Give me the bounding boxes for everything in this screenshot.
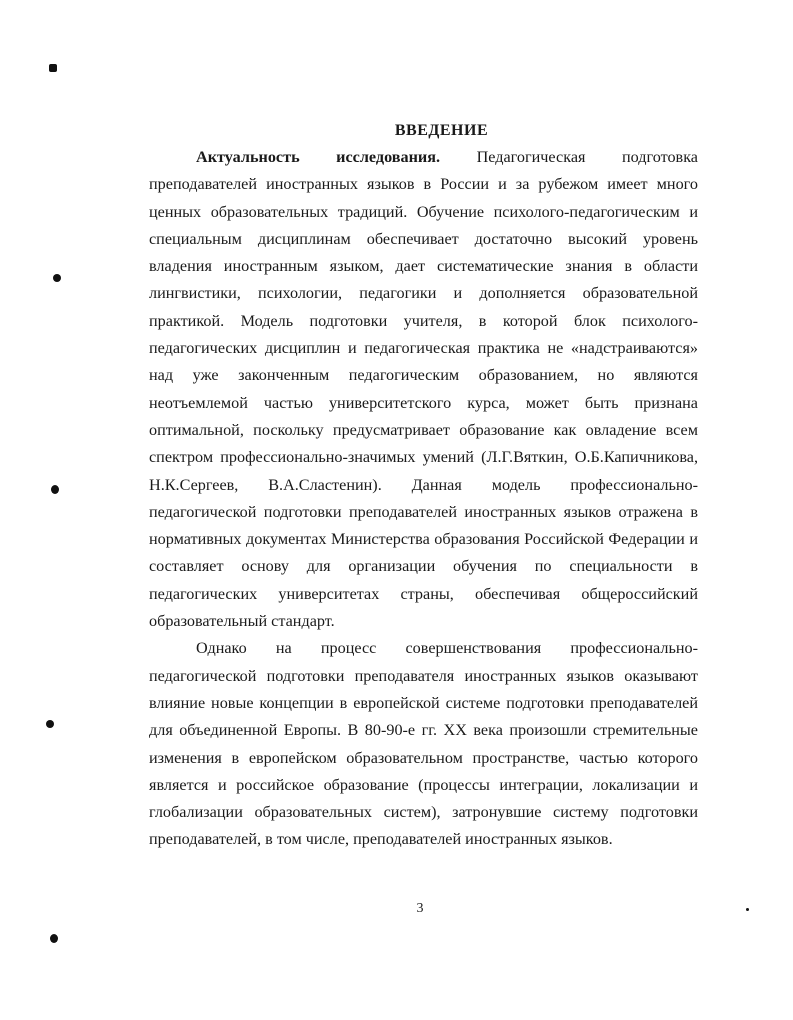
paragraph-lead: Актуальность исследования.: [196, 148, 441, 166]
binder-hole-mark: [46, 720, 54, 728]
paragraph-however: Однако на процесс совершенствования профессионально-педагогической подготовки преподавателя иностранных языков оказывают влияние новые концепции в европейской системе подготовки преподавателей для объединенной Европы. В 80-90-е гг. XX века произошли стремительные изменения в европейском образовательном пространстве, частью которого является и российское образование (процессы интеграции, локализации и глобализации образовательных систем), затронувшие систему подготовки преподавателей, в том числе, преподавателей иностранных языков.: [149, 639, 698, 849]
section-heading: ВВЕДЕНИЕ: [394, 122, 489, 139]
paragraph-actuality: [149, 144, 698, 635]
scan-speck: [49, 64, 57, 72]
binder-hole-mark: [53, 274, 61, 282]
page-number: 3: [416, 901, 424, 916]
scan-speck: [746, 908, 749, 911]
binder-hole-mark: [50, 934, 58, 943]
binder-hole-mark: [51, 485, 59, 494]
paragraph-body: Педагогическая подготовка преподавателей иностранных языков в России и за рубежом имеет много ценных образовательных традиций. Обучение психолого-педагогическим и специальным дисциплинам обеспечивает достаточно высокий уровень владения иностранным языком, дает систематические знания в области лингвистики, психологии, педагогики и дополняется образовательной практикой. Модель подготовки учителя, в которой блок психолого-педагогических дисциплин и педагогическая практика не «надстраиваются» над уже законченным педагогическим образованием, но являются неотъемлемой частью университетского курса, может быть признана оптимальной, поскольку предусматривает образование как овладение всем спектром профессионально-значимых умений (Л.Г.Вяткин, О.Б.Капичникова, Н.К.Сергеев, В.А.Сластенин). Данная модель профессионально-педагогической подготовки преподавателей иностранных языков отражена в нормативных документах Министерства образования Российской Федерации и составляет основу для организации обучения по специальности в педагогических университетах страны, обеспечивая общероссийский образовательный стандарт.: [149, 148, 698, 631]
body-text: [149, 144, 698, 854]
